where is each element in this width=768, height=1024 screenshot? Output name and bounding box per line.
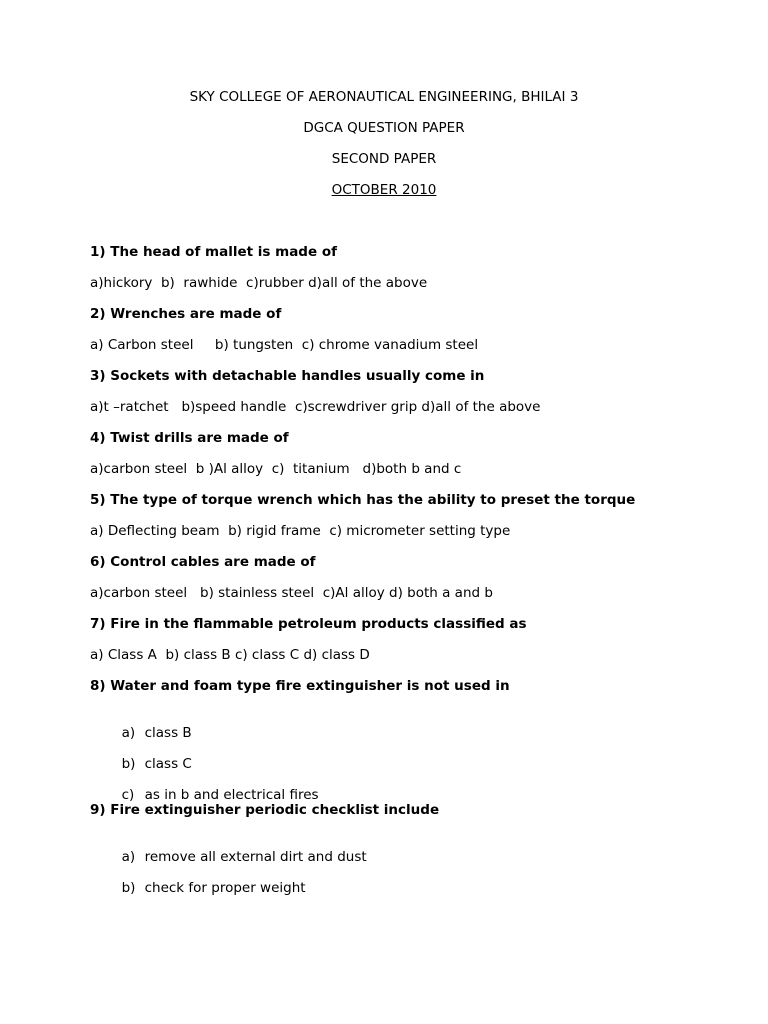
option-letter: b) xyxy=(121,756,136,772)
option-letter: a) xyxy=(121,725,136,741)
header-date xyxy=(0,182,768,198)
option-letter: c) xyxy=(121,787,135,803)
question-8: 8) Water and foam type fire extinguisher is not used in xyxy=(90,678,510,694)
question-8-option-a xyxy=(113,709,192,741)
question-9: 9) Fire extinguisher periodic checklist include xyxy=(90,802,440,818)
question-1: 1) The head of mallet is made of xyxy=(90,244,337,260)
option-text: as in b and electrical fires xyxy=(144,787,319,803)
question-7: 7) Fire in the flammable petroleum products classified as xyxy=(90,616,527,632)
header-paper-title: DGCA QUESTION PAPER xyxy=(303,120,465,136)
header-paper-number: SECOND PAPER xyxy=(331,151,437,167)
option-letter: b) xyxy=(121,880,136,896)
option-letter: a) xyxy=(121,849,136,865)
question-1-options: a)hickory b) rawhide c)rubber d)all of the above xyxy=(90,275,428,291)
question-9-option-a xyxy=(113,833,367,865)
question-4-options: a)carbon steel b )Al alloy c) titanium d)both b and c xyxy=(90,461,462,477)
question-8-option-c xyxy=(113,771,319,803)
question-8-option-b xyxy=(113,740,192,772)
question-3: 3) Sockets with detachable handles usually come in xyxy=(90,368,485,384)
header-date-text: OCTOBER 2010 xyxy=(331,182,437,198)
question-5: 5) The type of torque wrench which has the ability to preset the torque xyxy=(90,492,636,508)
question-7-options: a) Class A b) class B c) class C d) class D xyxy=(90,647,370,663)
option-text: check for proper weight xyxy=(144,880,306,896)
question-6-options: a)carbon steel b) stainless steel c)Al alloy d) both a and b xyxy=(90,585,493,601)
question-3-options: a)t –ratchet b)speed handle c)screwdriver grip d)all of the above xyxy=(90,399,541,415)
question-2: 2) Wrenches are made of xyxy=(90,306,282,322)
question-9-option-b xyxy=(113,864,306,896)
question-5-options: a) Deflecting beam b) rigid frame c) micrometer setting type xyxy=(90,523,511,539)
question-6: 6) Control cables are made of xyxy=(90,554,316,570)
option-text: class C xyxy=(144,756,192,772)
option-text: remove all external dirt and dust xyxy=(144,849,367,865)
question-2-options: a) Carbon steel b) tungsten c) chrome vanadium steel xyxy=(90,337,479,353)
question-4: 4) Twist drills are made of xyxy=(90,430,289,446)
option-text: class B xyxy=(144,725,192,741)
header-college: SKY COLLEGE OF AERONAUTICAL ENGINEERING, BHILAI 3 xyxy=(189,89,579,105)
